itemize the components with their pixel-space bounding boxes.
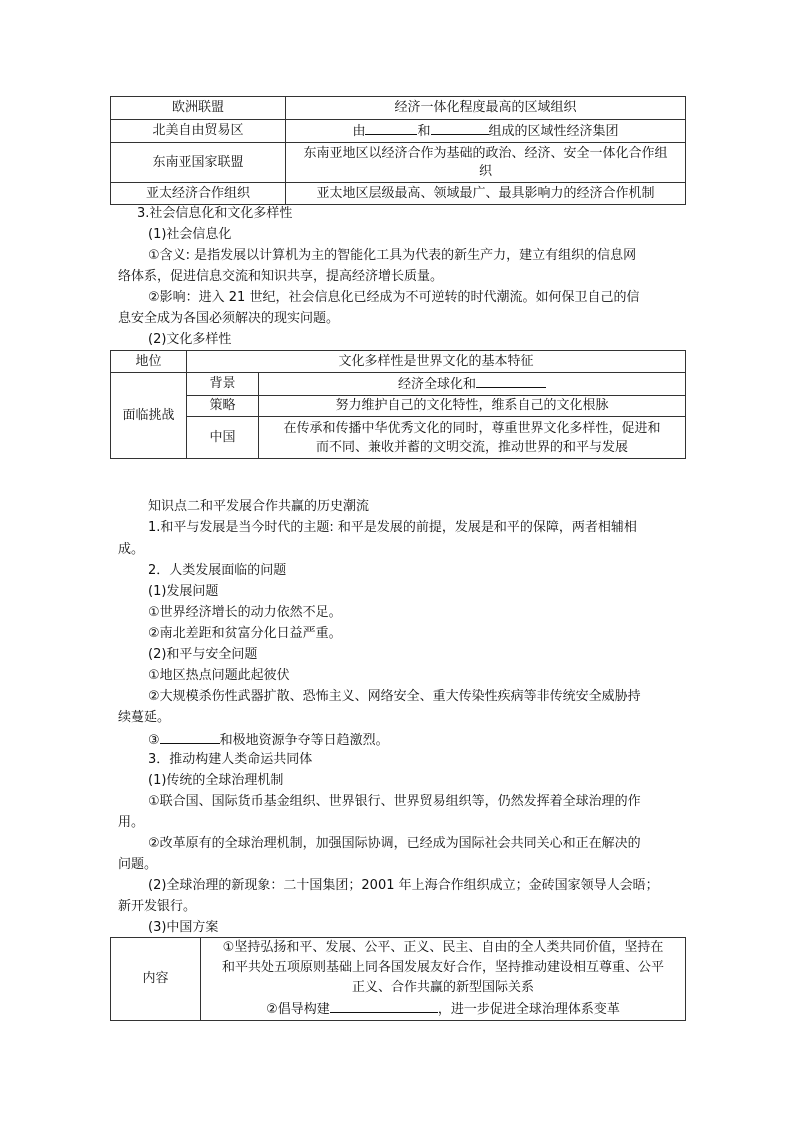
subsection-heading: (1)传统的全球治理机制	[148, 773, 284, 788]
list-item-continued: 问题。	[118, 857, 158, 872]
list-item: ②南北差距和贫富分化日益严重。	[148, 626, 342, 641]
challenge-label-cell: 面临挑战	[111, 373, 187, 459]
desc-prefix: 由	[352, 124, 366, 139]
desc-line: 织	[478, 163, 492, 179]
org-name-cell: 北美自由贸易区	[111, 120, 286, 143]
desc-suffix: 组成的区域性经济集团	[488, 124, 619, 139]
content-line	[204, 998, 682, 1020]
table-row	[111, 351, 686, 373]
fill-in-blank[interactable]	[365, 120, 417, 135]
china-value-cell	[259, 417, 686, 459]
table-row	[111, 417, 686, 459]
status-value-cell: 文化多样性是世界文化的基本特征	[187, 351, 686, 373]
china-value-line: 在传承和传播中华优秀文化的同时，尊重世界文化多样性，促进和	[283, 420, 661, 436]
content-prefix: ②倡导构建	[266, 1002, 330, 1017]
org-desc-cell: 亚太地区层级最高、领域最广、最具影响力的经济合作机制	[286, 183, 686, 205]
list-item: ①世界经济增长的动力依然不足。	[148, 605, 342, 620]
list-item: ①联合国、国际货币基金组织、世界银行、世界贸易组织等，仍然发挥着全球治理的作	[148, 794, 641, 809]
fill-in-blank[interactable]	[160, 729, 220, 744]
table-row	[111, 938, 686, 1021]
section-heading: 3.社会信息化和文化多样性	[137, 206, 293, 221]
list-item-continued: 用。	[118, 815, 145, 830]
list-item-text: 和极地资源争夺等日趋激烈。	[219, 733, 389, 748]
knowledge-point-title: 知识点二和平发展合作共赢的历史潮流	[148, 499, 370, 514]
content-line: 和平共处五项原则基础上同各国发展友好合作，坚持推动建设相互尊重、公平	[221, 960, 664, 975]
content-line: ①坚持弘扬和平、发展、公平、正义、民主、自由的全人类共同价值，坚持在	[222, 940, 664, 955]
background-text: 经济全球化和	[398, 377, 477, 392]
cultural-diversity-table	[110, 350, 686, 459]
background-label-cell: 背景	[187, 373, 259, 396]
table-row	[111, 97, 686, 120]
desc-connector: 和	[417, 124, 431, 139]
list-item: ①地区热点问题此起彼伏	[148, 668, 290, 683]
fill-in-blank[interactable]	[476, 373, 546, 388]
content-suffix: ，进一步促进全球治理体系变革	[437, 1002, 620, 1017]
paragraph-line: 成。	[118, 542, 145, 557]
china-label-cell: 中国	[187, 417, 259, 459]
strategy-label-cell: 策略	[187, 396, 259, 417]
paragraph-line: 息安全成为各国必须解决的现实问题。	[118, 311, 340, 326]
list-item-continued: 续蔓延。	[118, 710, 171, 725]
org-desc-cell	[286, 120, 686, 143]
org-name-cell: 亚太经济合作组织	[111, 183, 286, 205]
subsection-heading: (2)和平与安全问题	[148, 647, 258, 662]
org-desc-cell: 经济一体化程度最高的区域组织	[286, 97, 686, 120]
desc-line: 东南亚地区以经济合作为基础的政治、经济、安全一体化合作组	[303, 145, 668, 161]
china-value-line: 而不同、兼收并蓄的文明交流，推动世界的和平与发展	[316, 439, 629, 455]
section-heading: 3．推动构建人类命运共同体	[148, 752, 313, 767]
fill-in-blank[interactable]	[431, 120, 489, 135]
table-row	[111, 120, 686, 143]
paragraph-line: ②影响：进入 21 世纪，社会信息化已经成为不可逆转的时代潮流。如何保卫自己的信	[148, 290, 640, 305]
paragraph-line: (2)全球治理的新现象：二十国集团；2001 年上海合作组织成立；金砖国家领导人会晤；	[148, 878, 659, 893]
china-plan-table	[110, 937, 686, 1021]
background-value-cell	[259, 373, 686, 396]
table-row	[111, 183, 686, 205]
paragraph-line: 1.和平与发展是当今时代的主题: 和平是发展的前提，发展是和平的保障，两者相辅相	[148, 520, 637, 535]
list-item: ②改革原有的全球治理机制，加强国际协调，已经成为国际社会共同关心和正在解决的	[148, 836, 641, 851]
subsection-heading: (3)中国方案	[148, 920, 219, 935]
org-name-cell: 欧洲联盟	[111, 97, 286, 120]
regional-organizations-table	[110, 96, 686, 205]
org-desc-cell	[286, 143, 686, 183]
fill-in-blank[interactable]	[330, 998, 438, 1013]
list-item-prefix: ③	[148, 733, 160, 748]
subsection-heading: (1)社会信息化	[148, 227, 232, 242]
subsection-heading: (1)发展问题	[148, 584, 219, 599]
table-row	[111, 373, 686, 396]
paragraph-line: 新开发银行。	[118, 899, 197, 914]
strategy-value-cell: 努力维护自己的文化特性，维系自己的文化根脉	[259, 396, 686, 417]
section-heading: 2．人类发展面临的问题	[148, 563, 287, 578]
list-item	[148, 729, 389, 751]
org-name-cell: 东南亚国家联盟	[111, 143, 286, 183]
table-row	[111, 396, 686, 417]
table-row	[111, 143, 686, 183]
content-value-cell	[201, 938, 686, 1021]
content-label-cell: 内容	[111, 938, 201, 1021]
paragraph-line: 络体系，促进信息交流和知识共享，提高经济增长质量。	[118, 269, 444, 284]
status-label-cell: 地位	[111, 351, 187, 373]
subsection-heading: (2)文化多样性	[148, 332, 232, 347]
paragraph-line: ①含义: 是指发展以计算机为主的智能化工具为代表的新生产力，建立有组织的信息网	[148, 248, 637, 263]
content-line: 正义、合作共赢的新型国际关系	[351, 980, 534, 995]
list-item: ②大规模杀伤性武器扩散、恐怖主义、网络安全、重大传染性疾病等非传统安全威胁持	[148, 689, 641, 704]
